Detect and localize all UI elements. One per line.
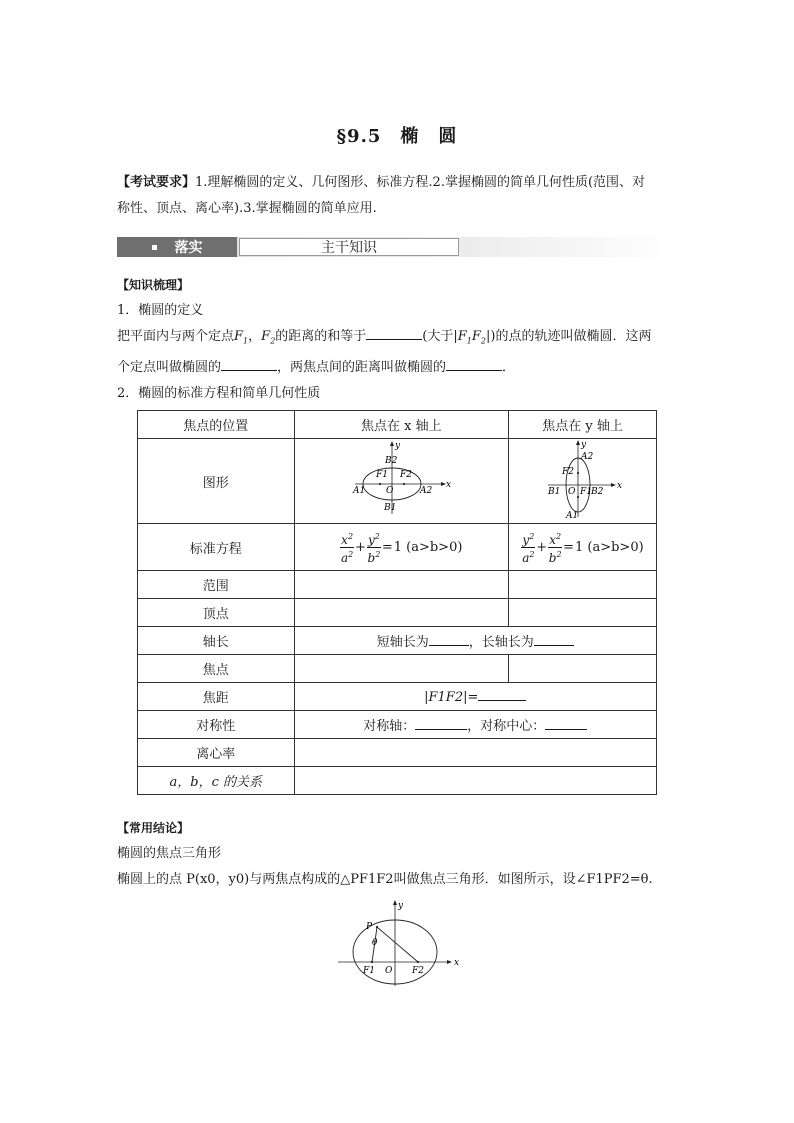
- table-row: [138, 411, 657, 439]
- blank-definition: [366, 327, 422, 340]
- vertex-a1-label: A1: [565, 511, 578, 521]
- blank-foci: [221, 358, 277, 371]
- y-axis-label: y: [580, 440, 586, 450]
- banner-left: [117, 237, 237, 257]
- origin-label: O: [567, 487, 575, 497]
- sym-text-1: 对称轴：: [363, 719, 416, 734]
- focus-f1-label: F1: [363, 966, 375, 976]
- def-text-1: 把平面内与两个定点: [117, 329, 235, 344]
- focus-f2-label: F2: [412, 966, 424, 976]
- header-position: 焦点的位置: [138, 411, 295, 439]
- def-text-2: 的距离的和等于: [275, 329, 367, 344]
- table-row: [138, 739, 657, 767]
- row-symmetry-label: 对称性: [138, 711, 295, 739]
- vertex-x-cell: [294, 599, 509, 627]
- table-row: [138, 524, 657, 571]
- row-std-eq-label: 标准方程: [138, 524, 295, 571]
- def-f1f2: $F_1F_2$: [457, 329, 486, 346]
- def-line2-text-2: ，两焦点间的距离叫做椭圆的: [277, 359, 447, 375]
- knowledge-heading: 【知识梳理】: [117, 278, 190, 292]
- origin-label: O: [385, 966, 393, 976]
- row-figure-label: 图形: [138, 439, 295, 524]
- knowledge-section: [117, 272, 677, 407]
- focal-triangle-figure: [336, 898, 462, 988]
- row-abc-label: a，b，c 的关系: [138, 767, 295, 795]
- abc-cell: [294, 767, 657, 795]
- ecc-cell: [294, 739, 657, 767]
- exam-text-line2: 称性、顶点、离心率).3.掌握椭圆的简单应用.: [117, 201, 377, 216]
- vertex-b2-label: B2: [385, 456, 398, 466]
- range-x-cell: [294, 571, 509, 599]
- vertex-b1-label: B1: [547, 487, 560, 497]
- std-eq-x-cond: 1 (a>b>0): [393, 539, 463, 555]
- table-row: [138, 627, 657, 655]
- vertex-a2-label: A2: [580, 452, 593, 462]
- banner-left-label: 落实: [174, 240, 203, 256]
- ellipse-x-figure: [351, 440, 451, 518]
- focus-f2-label: F2: [561, 467, 574, 477]
- def-text-4: |)的点的轨迹叫做椭圆．这两: [486, 329, 652, 344]
- blank-major-axis: [534, 633, 574, 646]
- row-vertex-label: 顶点: [138, 599, 295, 627]
- blank-minor-axis: [429, 633, 469, 646]
- row-ecc-label: 离心率: [138, 739, 295, 767]
- std-eq-y-cond: 1 (a>b>0): [574, 539, 644, 555]
- def-f1: $F_1$: [234, 329, 249, 346]
- def-f2: $F_2$: [261, 329, 276, 346]
- axis-length-cell: [294, 627, 657, 655]
- x-axis-label: x: [446, 480, 452, 490]
- focus-f1-label: F1: [579, 487, 592, 497]
- x-axis-label: x: [454, 958, 460, 968]
- ellipse-y-figure: [545, 439, 621, 519]
- blank-focal: [478, 688, 526, 701]
- table-row: [138, 711, 657, 739]
- row-focal-label: 焦距: [138, 683, 295, 711]
- item2-title: 2．椭圆的标准方程和简单几何性质: [117, 385, 321, 401]
- exam-label: 【考试要求】: [117, 175, 196, 190]
- ellipse-y-figure-cell: [509, 439, 657, 524]
- exam-requirements: [117, 170, 677, 222]
- vertex-a2-label: A2: [420, 486, 433, 496]
- blank-focal-distance: [446, 358, 502, 371]
- section-banner: [117, 237, 677, 257]
- blank-sym-axis: [415, 717, 467, 730]
- y-axis-label: y: [395, 441, 401, 451]
- vertex-a1-label: A1: [353, 486, 366, 496]
- vertex-b1-label: B1: [384, 503, 397, 513]
- table-row: [138, 767, 657, 795]
- vertex-b2-label: B2: [590, 487, 603, 497]
- banner-right: [239, 238, 459, 256]
- header-y-axis: 焦点在 y 轴上: [509, 411, 657, 439]
- definition-line1: 把平面内与两个定点$F_1$，$F_2$的距离的和等于 (大于$|F_1F_2|$)的点的轨迹叫做椭圆．这两: [117, 329, 652, 346]
- square-bullet-icon: [152, 245, 157, 250]
- table-row: [138, 655, 657, 683]
- conclusion-section: [117, 815, 677, 893]
- std-eq-y: $\frac{y^2}{a^2}$ + $\frac{x^2}{b^2}$ = 1 (a>b>0): [509, 524, 657, 571]
- table-row: [138, 599, 657, 627]
- focal-distance-cell: [294, 683, 657, 711]
- def-line2-text-1: 个定点叫做椭圆的: [117, 359, 222, 375]
- std-eq-x: $\frac{x^2}{a^2}$ + $\frac{y^2}{b^2}$ = 1 (a>b>0): [294, 524, 509, 571]
- focus-x-cell: [294, 655, 509, 683]
- symmetry-cell: [294, 711, 657, 739]
- page-title: §9.5 椭 圆: [336, 126, 458, 147]
- focal-text: |F1F2|=: [424, 690, 479, 705]
- focus-f2-label: F2: [400, 470, 413, 480]
- conclusion-heading: 【常用结论】: [117, 821, 190, 835]
- banner-right-label: 主干知识: [321, 240, 377, 256]
- table-row: [138, 683, 657, 711]
- definition-line2: [117, 355, 677, 381]
- y-axis-label: y: [398, 901, 404, 911]
- def-text-3: (大于|: [422, 329, 458, 344]
- x-axis-label: x: [616, 481, 622, 491]
- item1-title: 1．椭圆的定义: [117, 303, 204, 318]
- def-line2-text-3: ．: [502, 359, 516, 375]
- axis-text-2: ，长轴长为: [468, 635, 534, 650]
- blank-sym-center: [545, 717, 587, 730]
- row-focus-label: 焦点: [138, 655, 295, 683]
- table-row: [138, 571, 657, 599]
- point-p-label: P: [366, 922, 373, 932]
- table-row: [138, 439, 657, 524]
- axis-text-1: 短轴长为: [376, 635, 429, 650]
- focus-f1-label: F1: [376, 470, 389, 480]
- conclusion-text: 椭圆上的点 P(x0，y0)与两焦点构成的△PF1F2叫做焦点三角形．如图所示，设∠F1PF2=θ.: [117, 872, 653, 887]
- sym-text-2: ，对称中心：: [467, 719, 546, 734]
- conclusion-sub: 椭圆的焦点三角形: [117, 846, 222, 861]
- vertex-y-cell: [509, 599, 657, 627]
- row-axis-label: 轴长: [138, 627, 295, 655]
- row-range-label: 范围: [138, 571, 295, 599]
- header-x-axis: 焦点在 x 轴上: [294, 411, 509, 439]
- properties-table: [137, 410, 657, 795]
- ellipse-x-figure-cell: [294, 439, 509, 524]
- range-y-cell: [509, 571, 657, 599]
- origin-label: O: [386, 486, 394, 496]
- theta-label: θ: [372, 938, 378, 948]
- focus-y-cell: [509, 655, 657, 683]
- exam-text-line1: 1.理解椭圆的定义、几何图形、标准方程.2.掌握椭圆的简单几何性质(范围、对: [195, 175, 646, 190]
